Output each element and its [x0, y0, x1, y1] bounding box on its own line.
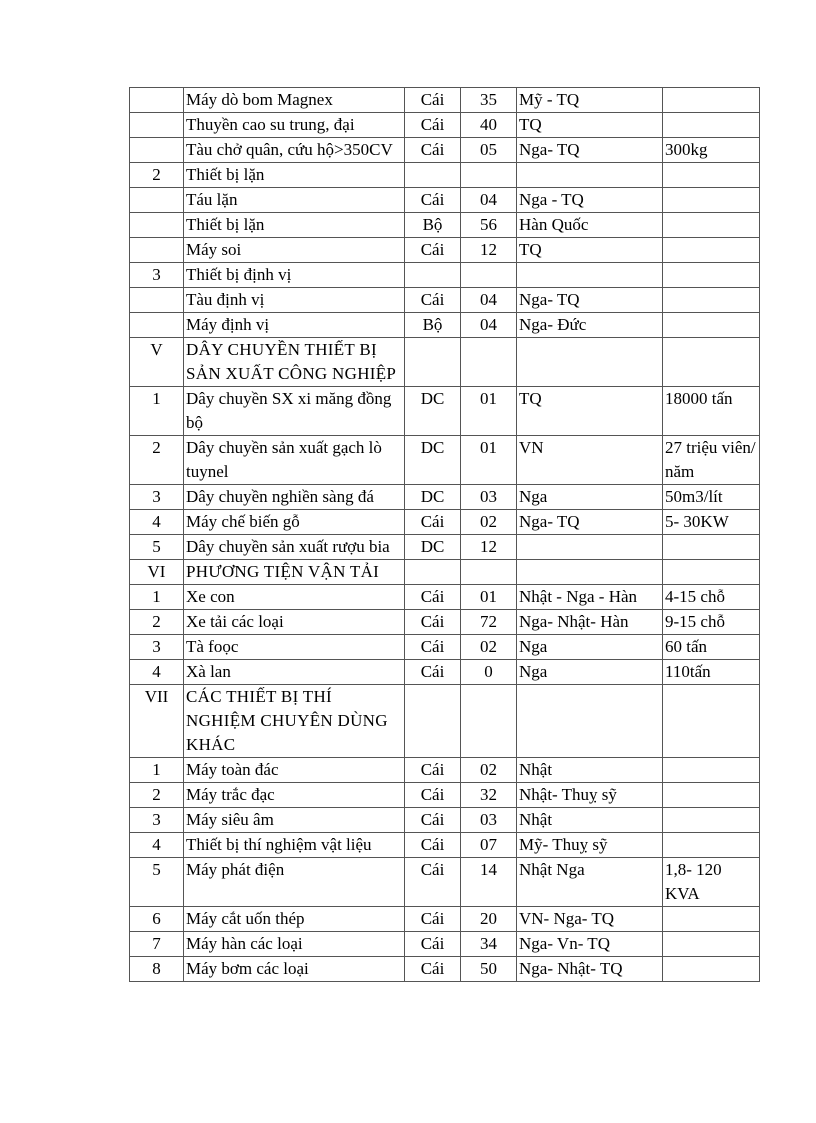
equipment-table — [129, 87, 760, 982]
cell-origin: TQ — [517, 113, 663, 138]
cell-specification — [663, 783, 760, 808]
cell-item-name: Tà foọc — [184, 635, 405, 660]
cell-origin: Nhật Nga — [517, 858, 663, 907]
cell-unit: Cái — [405, 88, 461, 113]
cell-quantity: 01 — [461, 387, 517, 436]
cell-item-name: Thiết bị thí nghiệm vật liệu — [184, 833, 405, 858]
cell-item-name: Thuyền cao su trung, đại — [184, 113, 405, 138]
cell-number: V — [130, 338, 184, 387]
cell-quantity: 12 — [461, 238, 517, 263]
cell-number — [130, 213, 184, 238]
cell-specification — [663, 907, 760, 932]
cell-item-name: Máy trắc đạc — [184, 783, 405, 808]
cell-origin: Hàn Quốc — [517, 213, 663, 238]
cell-origin — [517, 535, 663, 560]
cell-specification — [663, 685, 760, 758]
cell-specification — [663, 808, 760, 833]
table-row — [130, 907, 760, 932]
cell-unit — [405, 263, 461, 288]
cell-specification — [663, 288, 760, 313]
cell-item-name: Tàu định vị — [184, 288, 405, 313]
cell-number — [130, 88, 184, 113]
table-row — [130, 188, 760, 213]
cell-origin: Mỹ- Thuỵ sỹ — [517, 833, 663, 858]
cell-origin: Nga — [517, 485, 663, 510]
cell-origin: Nga- TQ — [517, 138, 663, 163]
cell-quantity: 56 — [461, 213, 517, 238]
cell-item-name: Máy hàn các loại — [184, 932, 405, 957]
cell-quantity: 04 — [461, 188, 517, 213]
cell-item-name: Xe con — [184, 585, 405, 610]
cell-item-name: PHƯƠNG TIỆN VẬN TẢI — [184, 560, 405, 585]
cell-number: VI — [130, 560, 184, 585]
cell-unit: Cái — [405, 783, 461, 808]
table-row — [130, 585, 760, 610]
cell-quantity: 03 — [461, 485, 517, 510]
cell-item-name: Xà lan — [184, 660, 405, 685]
cell-unit: Cái — [405, 758, 461, 783]
cell-origin: Nga — [517, 660, 663, 685]
cell-number: 3 — [130, 635, 184, 660]
cell-quantity: 32 — [461, 783, 517, 808]
cell-origin: TQ — [517, 387, 663, 436]
table-row — [130, 758, 760, 783]
cell-unit: Bộ — [405, 313, 461, 338]
cell-number: 5 — [130, 535, 184, 560]
cell-specification: 300kg — [663, 138, 760, 163]
table-row — [130, 485, 760, 510]
cell-specification — [663, 163, 760, 188]
cell-origin: Nhật - Nga - Hàn — [517, 585, 663, 610]
table-row — [130, 932, 760, 957]
cell-specification — [663, 758, 760, 783]
cell-unit — [405, 560, 461, 585]
table-row — [130, 833, 760, 858]
cell-origin: VN — [517, 436, 663, 485]
cell-unit: Cái — [405, 113, 461, 138]
cell-specification: 60 tấn — [663, 635, 760, 660]
cell-origin: Nga- TQ — [517, 510, 663, 535]
table-row — [130, 535, 760, 560]
cell-unit: Cái — [405, 833, 461, 858]
cell-unit — [405, 163, 461, 188]
cell-item-name: CÁC THIẾT BỊ THÍ NGHIỆM CHUYÊN DÙNG KHÁC — [184, 685, 405, 758]
cell-number — [130, 313, 184, 338]
cell-unit: Cái — [405, 660, 461, 685]
table-row — [130, 387, 760, 436]
cell-origin: Nga — [517, 635, 663, 660]
cell-item-name: Thiết bị lặn — [184, 163, 405, 188]
table-row — [130, 783, 760, 808]
cell-item-name: Thiết bị định vị — [184, 263, 405, 288]
cell-number: 8 — [130, 957, 184, 982]
cell-specification: 50m3/lít — [663, 485, 760, 510]
cell-item-name: Máy chế biến gỗ — [184, 510, 405, 535]
cell-item-name: Máy định vị — [184, 313, 405, 338]
cell-specification — [663, 535, 760, 560]
cell-number: 6 — [130, 907, 184, 932]
cell-quantity: 34 — [461, 932, 517, 957]
cell-item-name: Máy toàn đác — [184, 758, 405, 783]
cell-quantity: 04 — [461, 288, 517, 313]
cell-item-name: Máy dò bom Magnex — [184, 88, 405, 113]
cell-unit: Cái — [405, 907, 461, 932]
table-row — [130, 163, 760, 188]
cell-unit: Cái — [405, 610, 461, 635]
cell-unit — [405, 685, 461, 758]
cell-unit: Cái — [405, 635, 461, 660]
cell-specification — [663, 957, 760, 982]
cell-origin — [517, 560, 663, 585]
cell-unit: DC — [405, 436, 461, 485]
cell-number — [130, 188, 184, 213]
cell-item-name: Máy cắt uốn thép — [184, 907, 405, 932]
cell-origin — [517, 163, 663, 188]
cell-origin — [517, 685, 663, 758]
cell-item-name: Xe tải các loại — [184, 610, 405, 635]
table-row — [130, 510, 760, 535]
cell-origin: TQ — [517, 238, 663, 263]
cell-number: 4 — [130, 510, 184, 535]
cell-quantity — [461, 338, 517, 387]
equipment-table-body — [130, 88, 760, 982]
cell-number: 1 — [130, 585, 184, 610]
cell-item-name: Táu lặn — [184, 188, 405, 213]
cell-item-name: DÂY CHUYỀN THIẾT BỊ SẢN XUẤT CÔNG NGHIỆP — [184, 338, 405, 387]
cell-origin: Nga- Nhật- TQ — [517, 957, 663, 982]
cell-number: 3 — [130, 485, 184, 510]
cell-origin: Nga- Vn- TQ — [517, 932, 663, 957]
cell-quantity: 0 — [461, 660, 517, 685]
cell-quantity: 02 — [461, 635, 517, 660]
cell-number: 5 — [130, 858, 184, 907]
cell-quantity: 72 — [461, 610, 517, 635]
cell-quantity: 20 — [461, 907, 517, 932]
cell-unit: DC — [405, 485, 461, 510]
cell-item-name: Máy phát điện — [184, 858, 405, 907]
cell-specification — [663, 113, 760, 138]
cell-item-name: Thiết bị lặn — [184, 213, 405, 238]
table-row — [130, 635, 760, 660]
cell-unit: Cái — [405, 188, 461, 213]
cell-unit: Cái — [405, 957, 461, 982]
cell-quantity: 40 — [461, 113, 517, 138]
cell-specification — [663, 833, 760, 858]
table-row — [130, 858, 760, 907]
table-row — [130, 685, 760, 758]
cell-quantity — [461, 560, 517, 585]
cell-item-name: Máy bơm các loại — [184, 957, 405, 982]
table-row — [130, 113, 760, 138]
cell-unit: Bộ — [405, 213, 461, 238]
cell-origin: Nga- Nhật- Hàn — [517, 610, 663, 635]
table-row — [130, 213, 760, 238]
cell-specification: 4-15 chỗ — [663, 585, 760, 610]
cell-quantity — [461, 163, 517, 188]
cell-item-name: Dây chuyền SX xi măng đồng bộ — [184, 387, 405, 436]
cell-number: VII — [130, 685, 184, 758]
cell-number: 4 — [130, 660, 184, 685]
table-row — [130, 238, 760, 263]
table-row — [130, 808, 760, 833]
cell-quantity: 35 — [461, 88, 517, 113]
cell-specification: 18000 tấn — [663, 387, 760, 436]
table-row — [130, 88, 760, 113]
cell-quantity: 50 — [461, 957, 517, 982]
cell-specification: 5- 30KW — [663, 510, 760, 535]
cell-item-name: Dây chuyền sản xuất rượu bia — [184, 535, 405, 560]
table-row — [130, 957, 760, 982]
cell-unit: DC — [405, 535, 461, 560]
cell-unit: DC — [405, 387, 461, 436]
cell-quantity: 02 — [461, 758, 517, 783]
cell-item-name: Máy soi — [184, 238, 405, 263]
cell-quantity: 14 — [461, 858, 517, 907]
cell-number: 3 — [130, 263, 184, 288]
cell-origin: Nga- TQ — [517, 288, 663, 313]
cell-unit: Cái — [405, 808, 461, 833]
cell-specification: 9-15 chỗ — [663, 610, 760, 635]
table-row — [130, 610, 760, 635]
cell-number — [130, 138, 184, 163]
cell-unit: Cái — [405, 288, 461, 313]
cell-unit: Cái — [405, 585, 461, 610]
cell-origin — [517, 263, 663, 288]
cell-number: 2 — [130, 436, 184, 485]
cell-unit: Cái — [405, 238, 461, 263]
cell-item-name: Dây chuyền sản xuất gạch lò tuynel — [184, 436, 405, 485]
cell-number: 2 — [130, 610, 184, 635]
cell-item-name: Máy siêu âm — [184, 808, 405, 833]
cell-quantity: 04 — [461, 313, 517, 338]
cell-specification: 27 triệu viên/ năm — [663, 436, 760, 485]
cell-specification — [663, 238, 760, 263]
cell-quantity: 02 — [461, 510, 517, 535]
cell-number: 2 — [130, 163, 184, 188]
cell-item-name: Dây chuyền nghiền sàng đá — [184, 485, 405, 510]
cell-origin: Nga - TQ — [517, 188, 663, 213]
table-row — [130, 338, 760, 387]
cell-specification — [663, 263, 760, 288]
cell-origin: Nhật- Thuỵ sỹ — [517, 783, 663, 808]
cell-unit: Cái — [405, 510, 461, 535]
table-row — [130, 560, 760, 585]
cell-unit: Cái — [405, 138, 461, 163]
cell-number: 2 — [130, 783, 184, 808]
cell-quantity — [461, 263, 517, 288]
cell-quantity: 07 — [461, 833, 517, 858]
cell-specification — [663, 932, 760, 957]
cell-number: 4 — [130, 833, 184, 858]
cell-origin: Mỹ - TQ — [517, 88, 663, 113]
table-row — [130, 263, 760, 288]
cell-unit — [405, 338, 461, 387]
table-row — [130, 660, 760, 685]
cell-quantity: 01 — [461, 436, 517, 485]
cell-number: 3 — [130, 808, 184, 833]
cell-quantity: 12 — [461, 535, 517, 560]
cell-origin: Nhật — [517, 758, 663, 783]
cell-unit: Cái — [405, 858, 461, 907]
cell-origin: Nhật — [517, 808, 663, 833]
cell-specification — [663, 560, 760, 585]
cell-specification — [663, 188, 760, 213]
cell-origin — [517, 338, 663, 387]
cell-quantity: 05 — [461, 138, 517, 163]
cell-number: 1 — [130, 758, 184, 783]
cell-number — [130, 113, 184, 138]
table-row — [130, 288, 760, 313]
cell-specification — [663, 88, 760, 113]
table-row — [130, 436, 760, 485]
cell-quantity: 03 — [461, 808, 517, 833]
cell-specification: 1,8- 120 KVA — [663, 858, 760, 907]
table-row — [130, 313, 760, 338]
cell-number: 1 — [130, 387, 184, 436]
table-row — [130, 138, 760, 163]
cell-origin: Nga- Đức — [517, 313, 663, 338]
cell-specification — [663, 213, 760, 238]
cell-item-name: Tàu chở quân, cứu hộ>350CV — [184, 138, 405, 163]
cell-quantity: 01 — [461, 585, 517, 610]
cell-number — [130, 238, 184, 263]
cell-specification — [663, 313, 760, 338]
cell-number — [130, 288, 184, 313]
cell-number: 7 — [130, 932, 184, 957]
cell-specification — [663, 338, 760, 387]
cell-specification: 110tấn — [663, 660, 760, 685]
cell-origin: VN- Nga- TQ — [517, 907, 663, 932]
cell-unit: Cái — [405, 932, 461, 957]
cell-quantity — [461, 685, 517, 758]
